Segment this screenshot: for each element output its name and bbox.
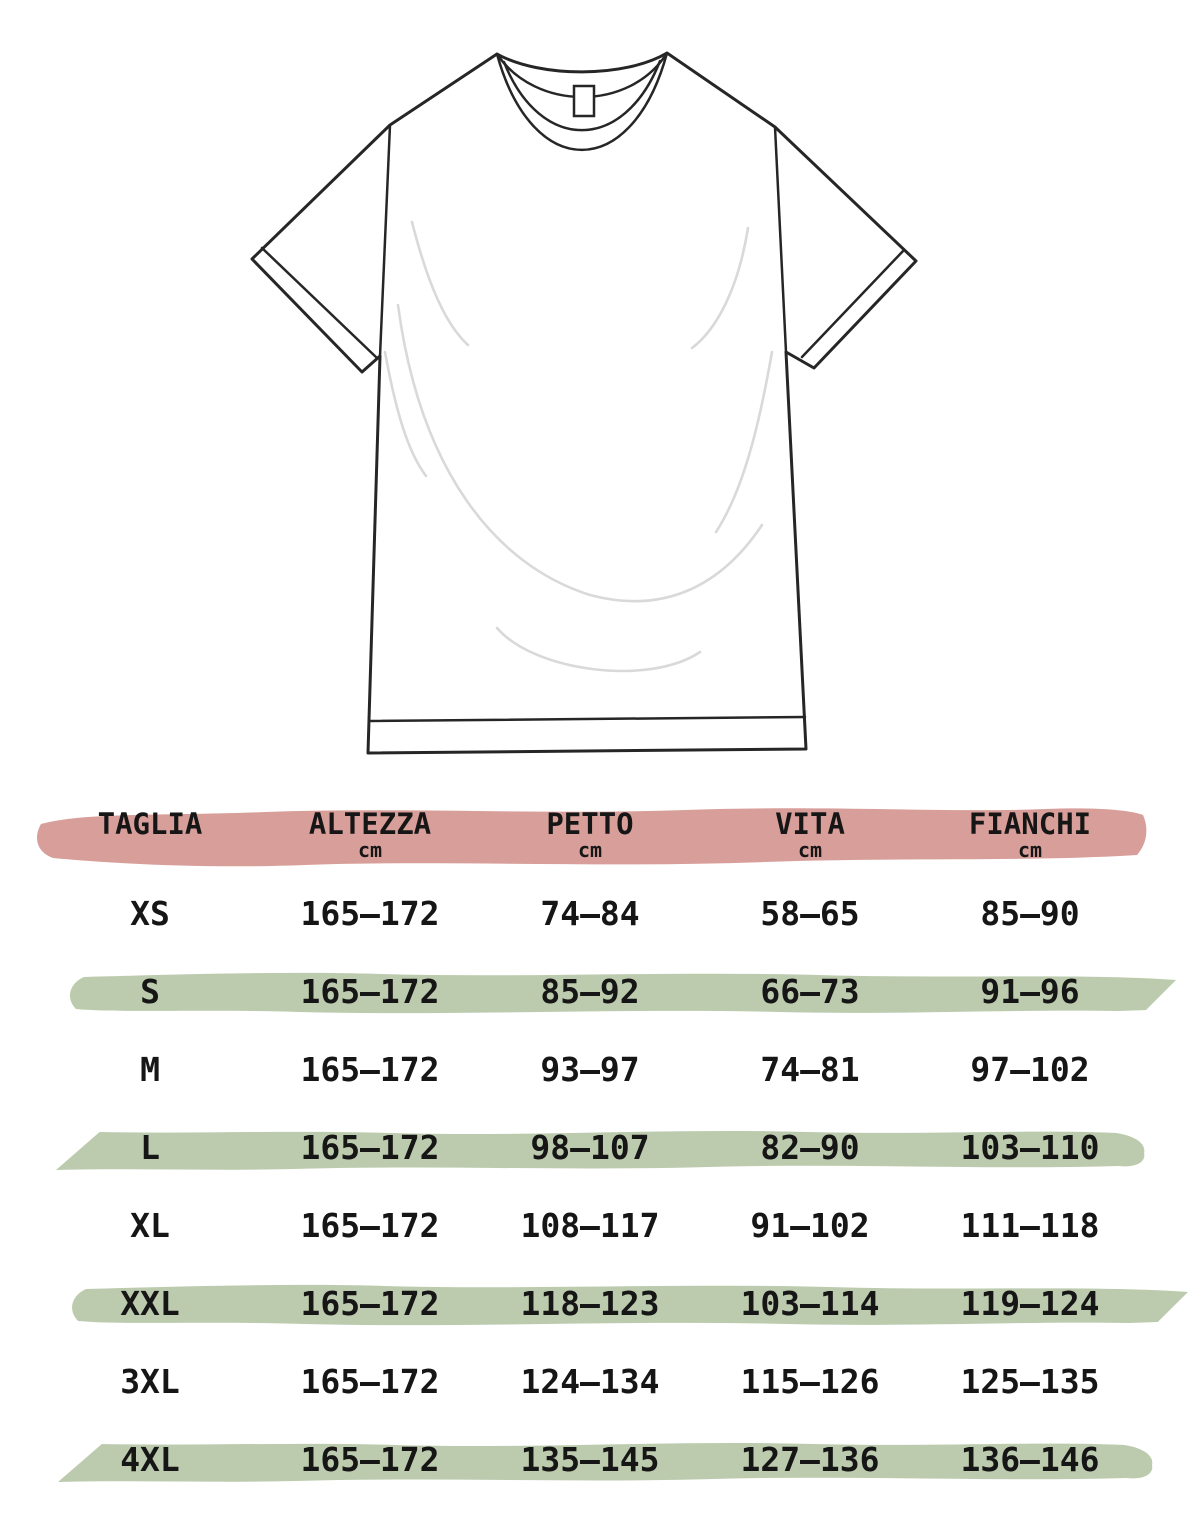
cell-fianchi: 119–124: [960, 1284, 1100, 1323]
unit-label: cm: [577, 838, 603, 862]
cell-petto: 135–145: [520, 1440, 660, 1479]
table-header: [40, 795, 1140, 875]
table-row: [40, 1421, 1140, 1499]
cell-altezza: 165–172: [300, 1440, 440, 1479]
size-table: [40, 795, 1140, 1499]
table-row: [40, 953, 1140, 1031]
column-label: VITA: [775, 807, 845, 841]
cell-fianchi: 103–110: [960, 1128, 1100, 1167]
cell-petto: 108–117: [520, 1206, 660, 1245]
column-header-vita: [700, 795, 920, 860]
cell-vita: 127–136: [740, 1440, 880, 1479]
cell-vita: 115–126: [740, 1362, 880, 1401]
cell-taglia: S: [140, 972, 160, 1011]
cell-altezza: 165–172: [300, 1284, 440, 1323]
cell-vita: 74–81: [760, 1050, 860, 1089]
unit-label: cm: [357, 838, 383, 862]
unit-label: cm: [797, 838, 823, 862]
cell-fianchi: 136–146: [960, 1440, 1100, 1479]
cell-petto: 98–107: [530, 1128, 650, 1167]
cell-petto: 74–84: [540, 894, 640, 933]
cell-fianchi: 85–90: [980, 894, 1080, 933]
cell-vita: 58–65: [760, 894, 860, 933]
neck-tag: [574, 86, 594, 116]
cell-petto: 93–97: [540, 1050, 640, 1089]
column-label: PETTO: [546, 807, 634, 841]
column-label: TAGLIA: [97, 807, 203, 841]
cell-taglia: 3XL: [120, 1362, 180, 1401]
column-header-taglia: [40, 795, 260, 860]
column-header-altezza: [260, 795, 480, 860]
cell-vita: 103–114: [740, 1284, 880, 1323]
table-row: [40, 1343, 1140, 1421]
cell-altezza: 165–172: [300, 1362, 440, 1401]
cell-taglia: L: [140, 1128, 160, 1167]
cell-vita: 91–102: [750, 1206, 870, 1245]
cell-taglia: XS: [130, 894, 170, 933]
table-row: [40, 1265, 1140, 1343]
cell-petto: 118–123: [520, 1284, 660, 1323]
cell-fianchi: 97–102: [970, 1050, 1090, 1089]
column-header-fianchi: [920, 795, 1140, 860]
cell-altezza: 165–172: [300, 1128, 440, 1167]
column-header-petto: [480, 795, 700, 860]
cell-vita: 66–73: [760, 972, 860, 1011]
cell-taglia: 4XL: [120, 1440, 180, 1479]
cell-fianchi: 125–135: [960, 1362, 1100, 1401]
cell-petto: 85–92: [540, 972, 640, 1011]
cell-taglia: XL: [130, 1206, 170, 1245]
table-row: [40, 1187, 1140, 1265]
cell-altezza: 165–172: [300, 972, 440, 1011]
cell-petto: 124–134: [520, 1362, 660, 1401]
cell-fianchi: 111–118: [960, 1206, 1100, 1245]
table-row: [40, 1031, 1140, 1109]
cell-taglia: XXL: [120, 1284, 180, 1323]
cell-altezza: 165–172: [300, 1206, 440, 1245]
cell-taglia: M: [140, 1050, 160, 1089]
column-label: ALTEZZA: [308, 807, 432, 841]
cell-altezza: 165–172: [300, 1050, 440, 1089]
column-label: FIANCHI: [968, 807, 1092, 841]
tshirt-illustration: [240, 30, 950, 760]
tshirt-outline: [252, 53, 916, 753]
cell-fianchi: 91–96: [980, 972, 1080, 1011]
cell-vita: 82–90: [760, 1128, 860, 1167]
table-row: [40, 1109, 1140, 1187]
cell-altezza: 165–172: [300, 894, 440, 933]
unit-label: cm: [1017, 838, 1043, 862]
table-row: [40, 875, 1140, 953]
